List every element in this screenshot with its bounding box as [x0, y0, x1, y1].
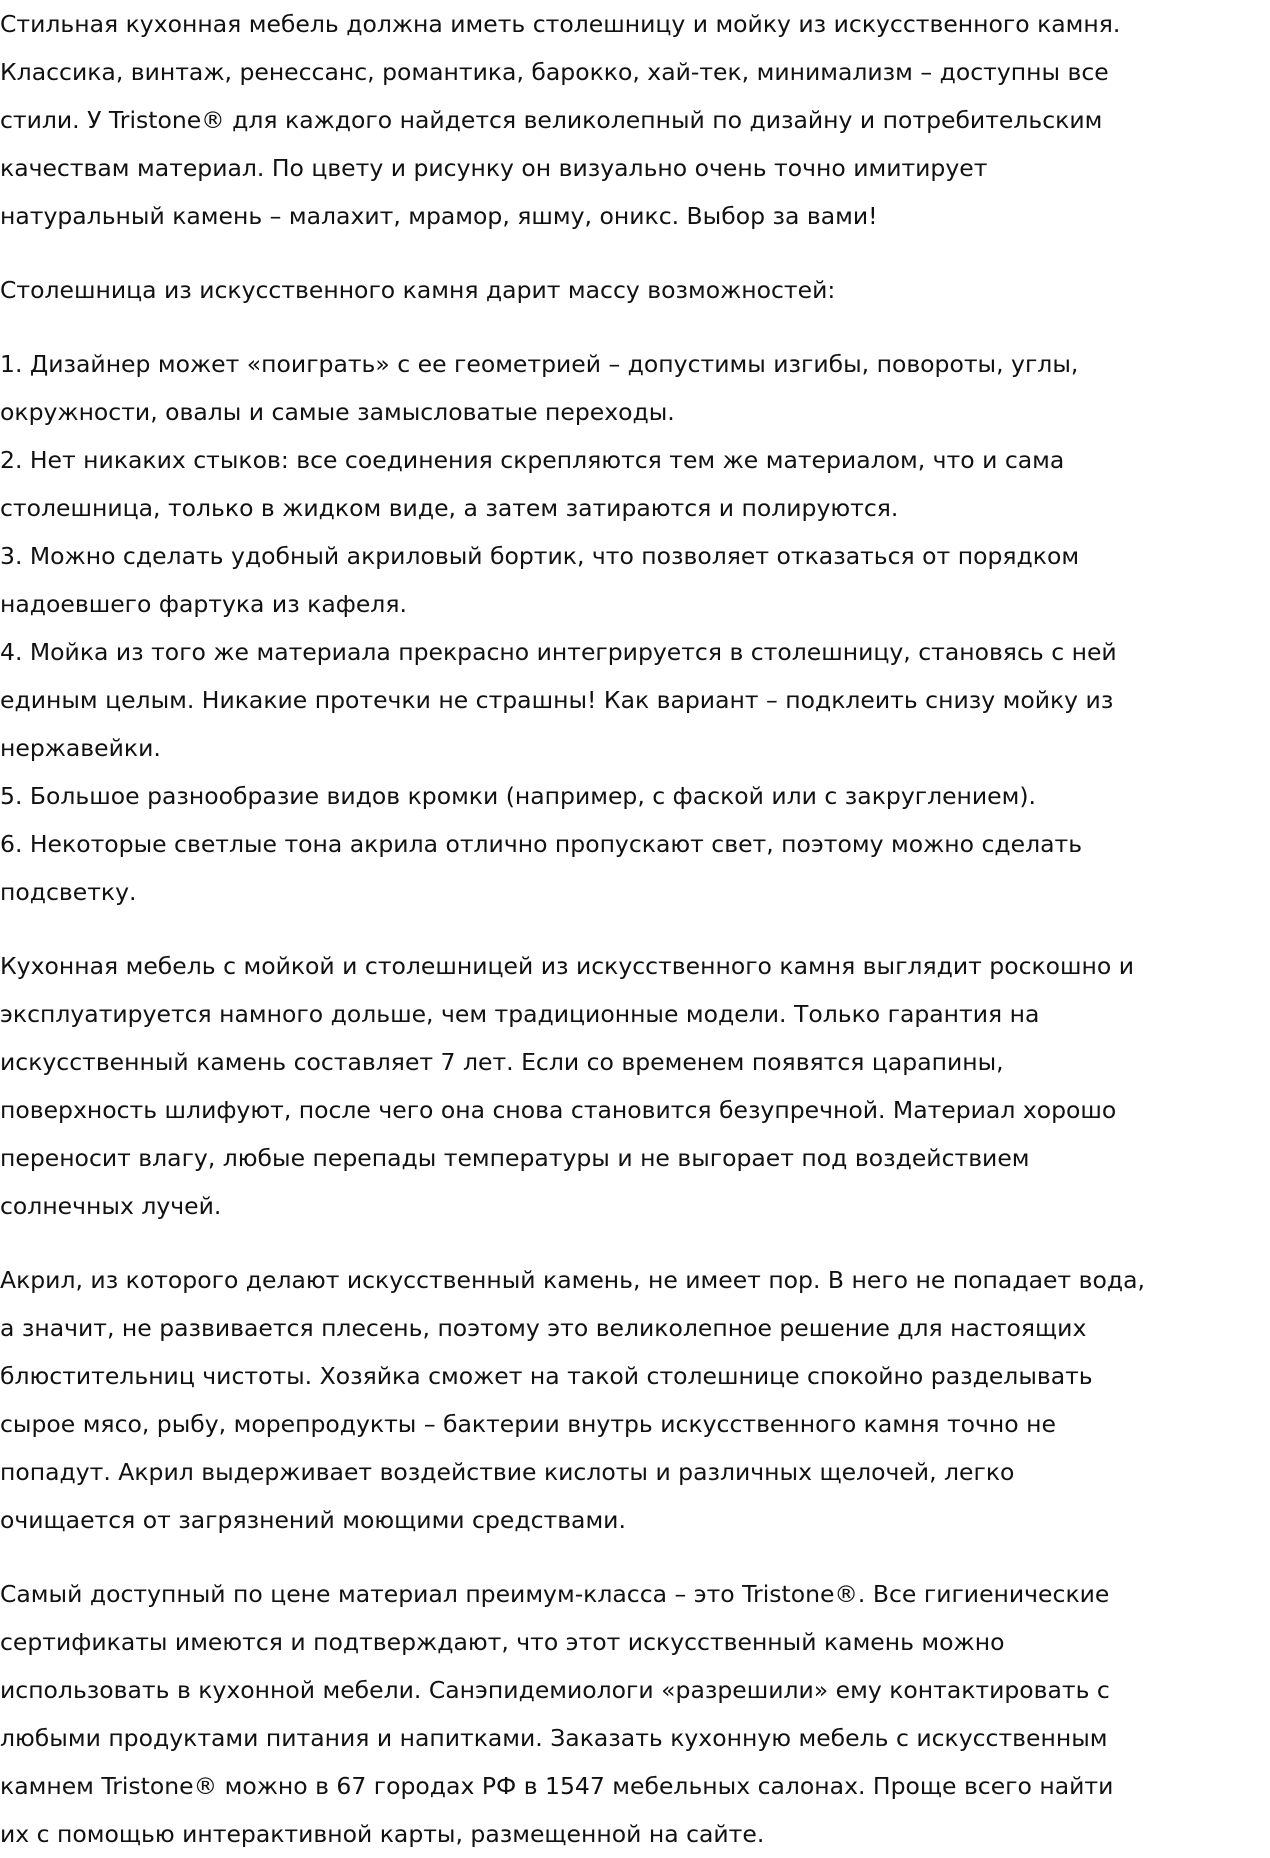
- paragraph-durability: [0, 942, 1262, 1230]
- list-item-line: столешница, только в жидком виде, а затем затираются и полируются.: [0, 494, 899, 522]
- list-item-line: 2. Нет никаких стыков: все соединения скрепляются тем же материалом, что и сама: [0, 446, 1065, 474]
- text-line: эксплуатируется намного дольше, чем традиционные модели. Только гарантия на: [0, 1000, 1040, 1028]
- list-item-line: единым целым. Никакие протечки не страшны! Как вариант – подклеить снизу мойку из: [0, 686, 1114, 714]
- text-line: использовать в кухонной мебели. Санэпидемиологи «разрешили» ему контактировать с: [0, 1676, 1110, 1704]
- text-line: Стильная кухонная мебель должна иметь столешницу и мойку из искусственного камня.: [0, 10, 1121, 38]
- text-line: Самый доступный по цене материал преимум-класса – это Tristone®. Все гигиенические: [0, 1580, 1110, 1608]
- paragraph-gap: [0, 240, 1262, 266]
- paragraph-gap: [0, 1230, 1262, 1256]
- text-line: очищается от загрязнений моющими средствами.: [0, 1506, 626, 1534]
- paragraph-gap: [0, 1544, 1262, 1570]
- paragraph-gap: [0, 314, 1262, 340]
- text-line: Столешница из искусственного камня дарит массу возможностей:: [0, 276, 836, 304]
- text-line: стили. У Tristone® для каждого найдется великолепный по дизайну и потребительским: [0, 106, 1103, 134]
- paragraph-hygiene: [0, 1256, 1262, 1544]
- text-line: искусственный камень составляет 7 лет. Если со временем появятся царапины,: [0, 1048, 1004, 1076]
- paragraph-possibilities-heading: [0, 266, 1262, 314]
- text-line: сертификаты имеются и подтверждают, что этот искусственный камень можно: [0, 1628, 1005, 1656]
- text-line: Кухонная мебель с мойкой и столешницей из искусственного камня выглядит роскошно и: [0, 952, 1135, 980]
- list-item-line: надоевшего фартука из кафеля.: [0, 590, 407, 618]
- text-line: камнем Tristone® можно в 67 городах РФ в 1547 мебельных салонах. Проще всего найти: [0, 1772, 1114, 1800]
- paragraph-intro: [0, 0, 1262, 240]
- text-line: их с помощью интерактивной карты, размещенной на сайте.: [0, 1820, 765, 1848]
- text-line: натуральный камень – малахит, мрамор, яшму, оникс. Выбор за вами!: [0, 202, 878, 230]
- list-item-line: нержавейки.: [0, 734, 161, 762]
- text-line: переносит влагу, любые перепады температуры и не выгорает под воздействием: [0, 1144, 1030, 1172]
- list-item-line: окружности, овалы и самые замысловатые переходы.: [0, 398, 675, 426]
- list-item-line: 5. Большое разнообразие видов кромки (например, с фаской или с закруглением).: [0, 782, 1037, 810]
- paragraph-tristone: [0, 1570, 1262, 1858]
- text-line: солнечных лучей.: [0, 1192, 222, 1220]
- text-line: а значит, не развивается плесень, поэтому это великолепное решение для настоящих: [0, 1314, 1087, 1342]
- text-line: Классика, винтаж, ренессанс, романтика, барокко, хай-тек, минимализм – доступны все: [0, 58, 1109, 86]
- paragraph-gap: [0, 916, 1262, 942]
- text-line: Акрил, из которого делают искусственный камень, не имеет пор. В него не попадает вода,: [0, 1266, 1145, 1294]
- list-item-line: 4. Мойка из того же материала прекрасно интегрируется в столешницу, становясь с ней: [0, 638, 1117, 666]
- list-item-line: 3. Можно сделать удобный акриловый бортик, что позволяет отказаться от порядком: [0, 542, 1080, 570]
- list-item-line: подсветку.: [0, 878, 137, 906]
- list-item-line: 1. Дизайнер может «поиграть» с ее геометрией – допустимы изгибы, повороты, углы,: [0, 350, 1079, 378]
- text-line: блюстительниц чистоты. Хозяйка сможет на такой столешнице спокойно разделывать: [0, 1362, 1093, 1390]
- paragraph-numbered-list: [0, 340, 1262, 916]
- text-line: качествам материал. По цвету и рисунку он визуально очень точно имитирует: [0, 154, 988, 182]
- text-line: поверхность шлифуют, после чего она снова становится безупречной. Материал хорошо: [0, 1096, 1117, 1124]
- text-line: любыми продуктами питания и напитками. Заказать кухонную мебель с искусственным: [0, 1724, 1108, 1752]
- text-line: попадут. Акрил выдерживает воздействие кислоты и различных щелочей, легко: [0, 1458, 1015, 1486]
- text-line: сырое мясо, рыбу, морепродукты – бактерии внутрь искусственного камня точно не: [0, 1410, 1056, 1438]
- list-item-line: 6. Некоторые светлые тона акрила отлично пропускают свет, поэтому можно сделать: [0, 830, 1083, 858]
